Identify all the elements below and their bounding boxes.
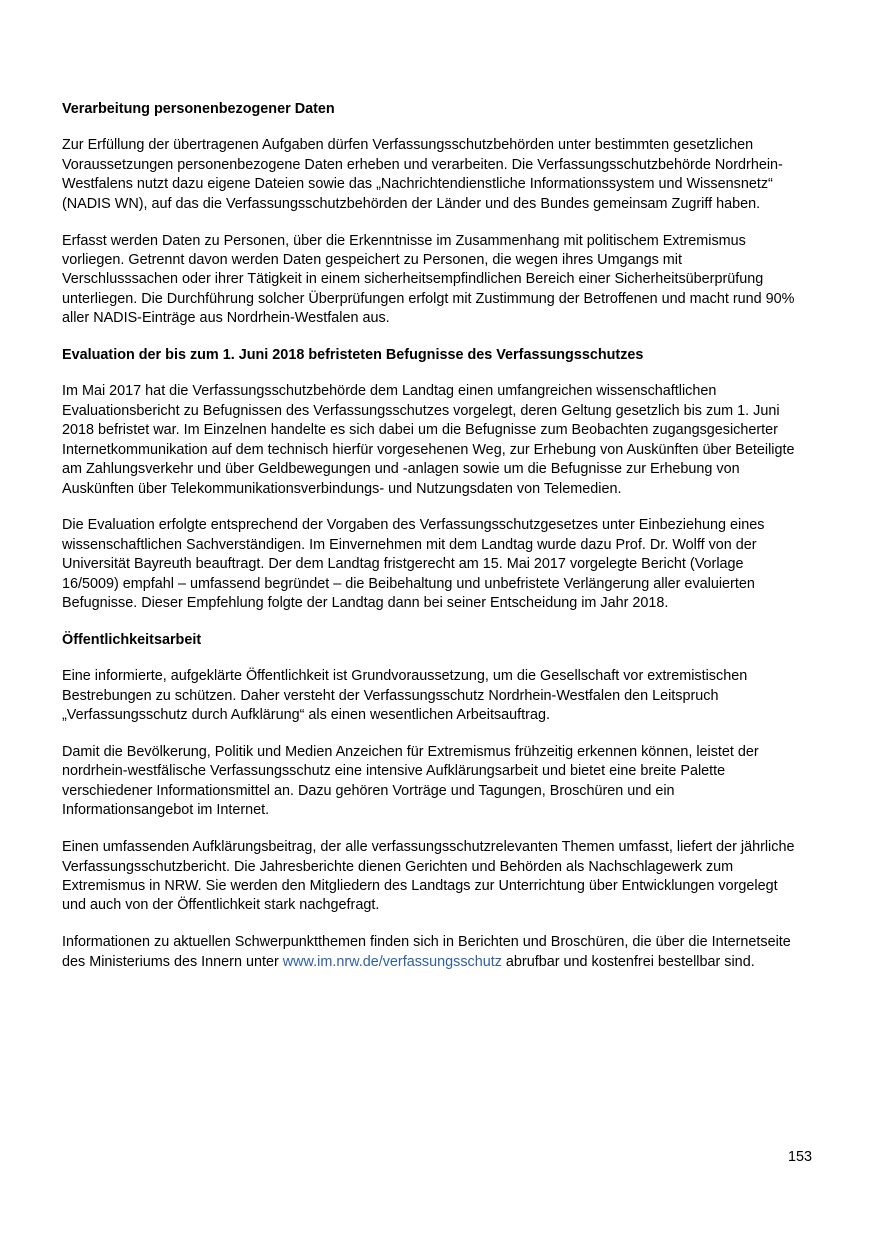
text-line: Die Evaluation erfolgte entsprechend der Vorgaben des Verfassungsschutzgesetzes unter Einbeziehung eines — [62, 517, 765, 534]
text-line: Verfassungsschutzbericht. Die Jahresberichte dienen Gerichten und Behörden als Nachschlagewerk zum — [62, 858, 734, 875]
text-line: am Zahlungsverkehr und über Geldbewegungen und -anlagen sowie um die Befugnisse zur Erhebung von — [62, 461, 740, 478]
text-line: unterliegen. Die Durchführung solcher Überprüfungen erfolgt mit Zustimmung der Betroffenen und macht rund 90% — [62, 290, 795, 307]
text-line: Informationen zu aktuellen Schwerpunktthemen finden sich in Berichten und Broschüren, die über die Internetseite — [62, 934, 791, 951]
text-line: Zur Erfüllung der übertragenen Aufgaben dürfen Verfassungsschutzbehörden unter bestimmten gesetzlichen — [62, 137, 754, 154]
text-line: Extremismus in NRW. Sie werden den Mitgliedern des Landtags zur Unterrichtung über Entwicklungen vorgelegt — [62, 878, 778, 894]
paragraph — [62, 743, 814, 821]
text-line: Im Mai 2017 hat die Verfassungsschutzbehörde dem Landtag einen umfangreichen wissenschaftlichen — [62, 383, 717, 400]
paragraph — [62, 382, 814, 498]
text-line: des Ministeriums des Innern unter — [62, 953, 283, 970]
text-line: Auskünften über Telekommunikationsverbindungs- und Nutzungsdaten von Telemedien. — [62, 480, 622, 497]
ministry-website-link[interactable]: www.im.nrw.de/verfassungsschutz — [282, 953, 502, 970]
text-line: und auch von der Öffentlichkeit stark nachgefragt. — [62, 897, 380, 914]
section-heading: Öffentlichkeitsarbeit — [62, 631, 202, 648]
text-line: aller NADIS-Einträge aus Nordrhein-Westfalen aus. — [62, 310, 390, 327]
text-line: abrufbar und kostenfrei bestellbar sind. — [501, 953, 755, 970]
text-line: (NADIS WN), auf das die Verfassungsschutzbehörden der Länder und des Bundes gemeinsam Zugriff haben. — [62, 195, 761, 212]
text-line: Verschlusssachen oder ihrer Tätigkeit in einem sicherheitsempfindlichen Bereich einer Sicherheitsüberprüfung — [62, 271, 764, 288]
text-line: Einen umfassenden Aufklärungsbeitrag, der alle verfassungsschutzrelevanten Themen umfasst, liefert der jährliche — [62, 839, 795, 856]
text-line: Eine informierte, aufgeklärte Öffentlichkeit ist Grundvoraussetzung, um die Gesellschaft vor extremistischen — [62, 668, 748, 685]
text-line: nordrhein-westfälische Verfassungsschutz eine intensive Aufklärungsarbeit und bietet eine breite Palette — [62, 763, 726, 780]
section-heading: Verarbeitung personenbezogener Daten — [62, 101, 335, 117]
paragraph — [62, 838, 814, 916]
text-line: 2018 befristet war. Im Einzelnen handelte es sich dabei um die Befugnisse zum Beobachten zugangsgesicherter — [62, 422, 778, 439]
paragraph — [62, 667, 814, 725]
page-content — [62, 100, 814, 990]
text-line: vorliegen. Getrennt davon werden Daten gespeichert zu Personen, die wegen ihres Umgangs mit — [62, 251, 682, 268]
text-line: Bestrebungen zu schützen. Daher versteht der Verfassungsschutz Nordrhein-Westfalen den Leitspruch — [62, 687, 719, 704]
section-heading: Evaluation der bis zum 1. Juni 2018 befristeten Befugnisse des Verfassungsschutzes — [62, 347, 644, 364]
text-line: „Verfassungsschutz durch Aufklärung“ als einen wesentlichen Arbeitsauftrag. — [62, 707, 550, 724]
text-line: Erfasst werden Daten zu Personen, über die Erkenntnisse im Zusammenhang mit politischem Extremismus — [62, 232, 746, 249]
paragraph — [62, 933, 814, 972]
text-line: Evaluationsbericht zu Befugnissen des Verfassungsschutzes vorgelegt, deren Geltung gesetzlich bis zum 1. Juni — [62, 402, 780, 419]
text-line: verschiedener Informationsmittel an. Dazu gehören Vorträge und Tagungen, Broschüren und ein — [62, 782, 675, 799]
text-line: Universität Bayreuth beauftragt. Der dem Landtag fristgerecht am 15. Mai 2017 vorgelegte Bericht (Vorlage — [62, 556, 744, 573]
paragraph — [62, 232, 814, 329]
page-number: 153 — [787, 1149, 812, 1165]
text-line: wissenschaftlichen Sachverständigen. Im Einvernehmen mit dem Landtag wurde dazu Prof. Dr. Wolff von der — [62, 536, 757, 553]
text-line: Westfalens nutzt dazu eigene Dateien sowie das „Nachrichtendienstliche Informationssystem und Wissensnetz“ — [62, 176, 773, 193]
text-line: Informationsangebot im Internet. — [62, 802, 270, 819]
text-line: Befugnisse. Dieser Empfehlung folgte der Landtag dann bei seiner Entscheidung im Jahr 2018. — [62, 595, 669, 612]
text-line: Damit die Bevölkerung, Politik und Medien Anzeichen für Extremismus frühzeitig erkennen können, leistet der — [62, 744, 759, 761]
text-line: 16/5009) empfahl – umfassend begründet – die Beibehaltung und unbefristete Verlängerung aller evaluierten — [62, 575, 755, 592]
paragraph — [62, 516, 814, 613]
paragraph — [62, 136, 814, 214]
text-line: Internetkommunikation auf dem technisch hierfür vorgesehenen Weg, zur Erhebung von Auskünften über Beteiligte — [62, 441, 795, 458]
text-line: Voraussetzungen personenbezogene Daten erheben und verarbeiten. Die Verfassungsschutzbehörde Nordrhein- — [62, 156, 783, 173]
